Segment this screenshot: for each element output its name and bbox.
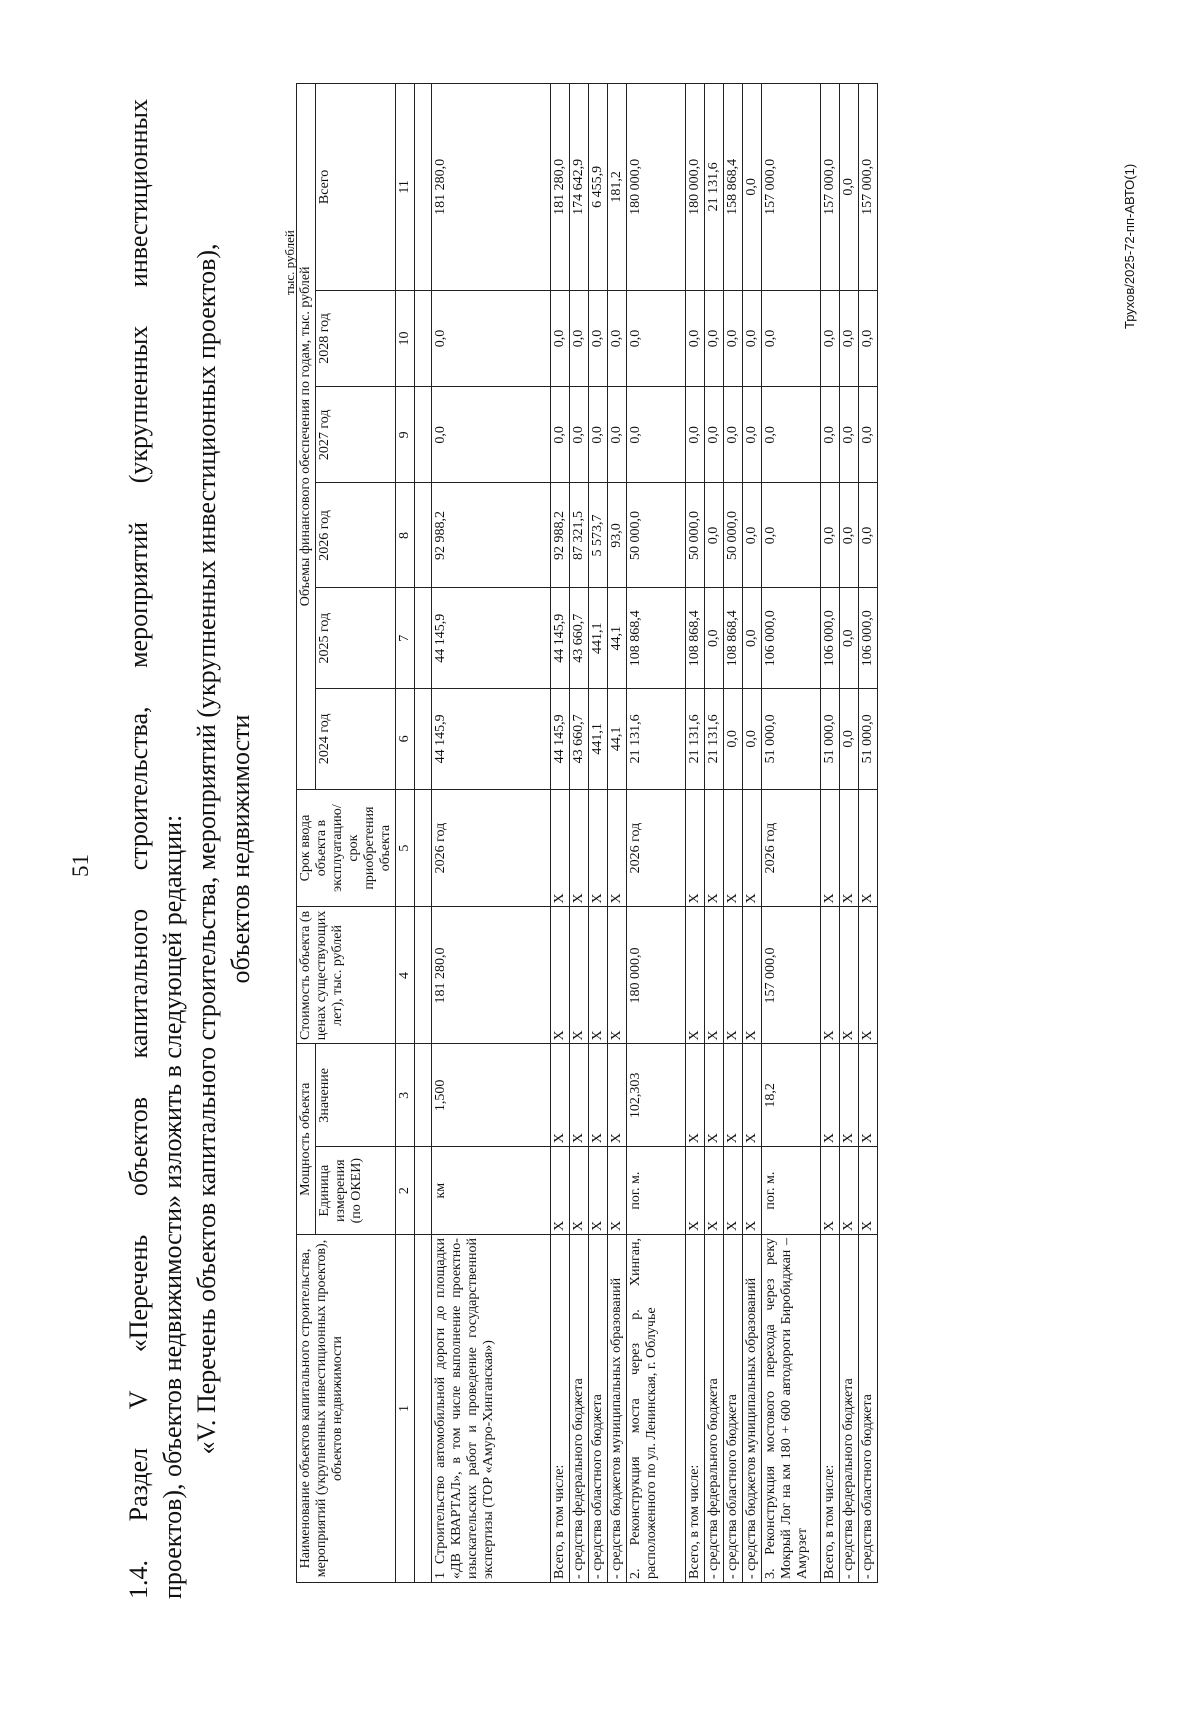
funding-source-cell: - средства федерального бюджета bbox=[705, 1235, 724, 1583]
document-code: Трухов/2025-72-пп-АВТО(1) bbox=[1122, 163, 1137, 329]
table-cell: 0,0 bbox=[705, 483, 724, 588]
table-cell: 0,0 bbox=[551, 290, 570, 386]
table-cell: X bbox=[589, 1044, 608, 1147]
table-cell: 44,1 bbox=[608, 588, 627, 689]
table-cell: X bbox=[821, 1147, 840, 1235]
table-cell: 0,0 bbox=[859, 483, 878, 588]
table-cell: 0,0 bbox=[762, 483, 821, 588]
table-cell: 0,0 bbox=[608, 387, 627, 483]
table-cell: X bbox=[743, 789, 762, 907]
table-cell: 0,0 bbox=[627, 290, 686, 386]
table-cell: 0,0 bbox=[705, 290, 724, 386]
heading-line-1: 1.4. Раздел V «Перечень объектов капитального строительства, мероприятий (укрупненных инвестиционных bbox=[124, 99, 153, 1599]
table-cell: 51 000,0 bbox=[821, 689, 840, 790]
table-cell: X bbox=[570, 1044, 589, 1147]
index-cell: 9 bbox=[396, 387, 415, 483]
table-cell: 108 868,4 bbox=[724, 588, 743, 689]
table-cell: 0,0 bbox=[821, 387, 840, 483]
table-cell: 50 000,0 bbox=[686, 483, 705, 588]
table-cell: X bbox=[821, 907, 840, 1044]
funding-row bbox=[821, 84, 840, 1583]
table-cell: 106 000,0 bbox=[821, 588, 840, 689]
table-cell: 158 868,4 bbox=[724, 84, 743, 291]
table-cell: 157 000,0 bbox=[762, 84, 821, 291]
index-cell: 3 bbox=[396, 1044, 415, 1147]
table-cell: 0,0 bbox=[627, 387, 686, 483]
table-cell: 2026 год bbox=[762, 789, 821, 907]
funding-row bbox=[705, 84, 724, 1583]
table-cell: 0,0 bbox=[743, 483, 762, 588]
table-cell: X bbox=[743, 907, 762, 1044]
funding-row bbox=[859, 84, 878, 1583]
object-name-cell: 2. Реконструкция моста через р. Хинган, расположенного по ул. Ленинская, г. Облучье bbox=[627, 1235, 686, 1583]
table-cell: X bbox=[570, 789, 589, 907]
table-cell: 44 145,9 bbox=[432, 588, 551, 689]
table-cell: X bbox=[840, 1147, 859, 1235]
table-cell: 0,0 bbox=[840, 387, 859, 483]
table-cell: 92 988,2 bbox=[551, 483, 570, 588]
table-cell: X bbox=[705, 1044, 724, 1147]
table-cell: X bbox=[743, 1147, 762, 1235]
table-cell: X bbox=[589, 907, 608, 1044]
table-cell: X bbox=[551, 1044, 570, 1147]
table-cell: 181 280,0 bbox=[432, 84, 551, 291]
header-2028: 2028 год bbox=[316, 290, 396, 386]
table-cell: X bbox=[551, 789, 570, 907]
table-cell: X bbox=[821, 789, 840, 907]
table-cell: X bbox=[608, 789, 627, 907]
section-heading bbox=[122, 99, 258, 1599]
table-cell: 0,0 bbox=[551, 387, 570, 483]
table-cell: 93,0 bbox=[608, 483, 627, 588]
table-cell: 0,0 bbox=[686, 387, 705, 483]
funding-row bbox=[724, 84, 743, 1583]
index-cell: 1 bbox=[396, 1235, 415, 1583]
index-cell: 6 bbox=[396, 689, 415, 790]
table-cell: 6 455,9 bbox=[589, 84, 608, 291]
page-number: 51 bbox=[68, 854, 93, 877]
table-cell: X bbox=[859, 1044, 878, 1147]
object-row bbox=[627, 84, 686, 1583]
funding-source-cell: Всего, в том числе: bbox=[686, 1235, 705, 1583]
table-cell: 87 321,5 bbox=[570, 483, 589, 588]
header-capacity: Мощность объекта bbox=[297, 1044, 316, 1235]
table-cell: X bbox=[686, 1044, 705, 1147]
table-cell: 2026 год bbox=[432, 789, 551, 907]
table-cell: 0,0 bbox=[724, 387, 743, 483]
object-name-cell: 1 Строительство автомобильной дороги до площадки «ДВ КВАРТАЛ», в том числе выполнение проектно-изыскательских работ и проведение государственной экспертизы (ТОР «Амуро-Хинганская») bbox=[432, 1235, 551, 1583]
funding-source-cell: - средства областного бюджета bbox=[724, 1235, 743, 1583]
table-cell: 441,1 bbox=[589, 689, 608, 790]
objects-table bbox=[296, 83, 878, 1583]
table-cell: 0,0 bbox=[840, 588, 859, 689]
blank-row bbox=[415, 84, 432, 1583]
table-cell: 51 000,0 bbox=[762, 689, 821, 790]
table-cell: 106 000,0 bbox=[859, 588, 878, 689]
table-cell: 44,1 bbox=[608, 689, 627, 790]
object-row bbox=[432, 84, 551, 1583]
table-cell: 0,0 bbox=[859, 387, 878, 483]
index-cell: 4 bbox=[396, 907, 415, 1044]
table-cell: X bbox=[551, 907, 570, 1044]
table-cell: 0,0 bbox=[762, 387, 821, 483]
header-funding: Объемы финансового обеспечения по годам, тыс. рублей bbox=[297, 84, 316, 790]
table-cell: 181 280,0 bbox=[432, 907, 551, 1044]
table-cell: 43 660,7 bbox=[570, 588, 589, 689]
header-total: Всего bbox=[316, 84, 396, 291]
table-cell: X bbox=[686, 1147, 705, 1235]
table-cell: X bbox=[705, 1147, 724, 1235]
table-cell: 0,0 bbox=[705, 387, 724, 483]
funding-row bbox=[686, 84, 705, 1583]
table-cell: X bbox=[743, 1044, 762, 1147]
table-cell: 0,0 bbox=[608, 290, 627, 386]
table-cell: 0,0 bbox=[432, 387, 551, 483]
table-cell: 0,0 bbox=[840, 290, 859, 386]
table-cell: 0,0 bbox=[589, 290, 608, 386]
table-cell: X bbox=[570, 1147, 589, 1235]
index-cell: 5 bbox=[396, 789, 415, 907]
table-cell: 180 000,0 bbox=[627, 84, 686, 291]
table-cell: X bbox=[705, 789, 724, 907]
header-unit: Единица измерения (по ОКЕИ) bbox=[316, 1147, 396, 1235]
table-cell: X bbox=[859, 1147, 878, 1235]
funding-source-cell: - средства областного бюджета bbox=[859, 1235, 878, 1583]
table-cell: 180 000,0 bbox=[627, 907, 686, 1044]
object-name-cell: 3. Реконструкция мостового перехода через реку Мокрый Лог на км 180 + 600 автодороги Биробиджан – Амурзет bbox=[762, 1235, 821, 1583]
table-cell: X bbox=[589, 789, 608, 907]
header-cost: Стоимость объекта (в ценах существующих лет), тыс. рублей bbox=[297, 907, 396, 1044]
table-cell: X bbox=[608, 907, 627, 1044]
funding-source-cell: Всего, в том числе: bbox=[551, 1235, 570, 1583]
table-cell: 21 131,6 bbox=[627, 689, 686, 790]
table-cell: X bbox=[724, 1044, 743, 1147]
table-cell: X bbox=[686, 789, 705, 907]
funding-row bbox=[743, 84, 762, 1583]
table-cell: 108 868,4 bbox=[627, 588, 686, 689]
table-cell: 43 660,7 bbox=[570, 689, 589, 790]
funding-source-cell: - средства бюджетов муниципальных образований bbox=[608, 1235, 627, 1583]
table-cell: 0,0 bbox=[589, 387, 608, 483]
funding-row bbox=[589, 84, 608, 1583]
object-row bbox=[762, 84, 821, 1583]
header-value: Значение bbox=[316, 1044, 396, 1147]
table-cell: 0,0 bbox=[821, 483, 840, 588]
table-cell: X bbox=[724, 789, 743, 907]
table-cell: 44 145,9 bbox=[432, 689, 551, 790]
table-cell: км bbox=[432, 1147, 551, 1235]
heading-line-2: проектов), объектов недвижимости» изложить в следующей редакции: bbox=[158, 814, 187, 1599]
table-cell: 44 145,9 bbox=[551, 588, 570, 689]
table-cell: 1,500 bbox=[432, 1044, 551, 1147]
table-cell: 180 000,0 bbox=[686, 84, 705, 291]
index-cell: 8 bbox=[396, 483, 415, 588]
table-cell: 0,0 bbox=[743, 588, 762, 689]
index-cell: 10 bbox=[396, 290, 415, 386]
table-cell: X bbox=[686, 907, 705, 1044]
table-cell: X bbox=[608, 1147, 627, 1235]
table-cell: 102,303 bbox=[627, 1044, 686, 1147]
table-cell: 108 868,4 bbox=[686, 588, 705, 689]
header-term: Срок ввода объекта в эксплуатацию/ срок приобретения объекта bbox=[297, 789, 396, 907]
table-cell: пог. м. bbox=[627, 1147, 686, 1235]
table-cell: X bbox=[859, 789, 878, 907]
funding-source-cell: - средства бюджетов муниципальных образований bbox=[743, 1235, 762, 1583]
table-cell: 0,0 bbox=[840, 689, 859, 790]
table-cell: 157 000,0 bbox=[859, 84, 878, 291]
funding-source-cell: Всего, в том числе: bbox=[821, 1235, 840, 1583]
heading-line-4: объектов недвижимости bbox=[226, 714, 255, 984]
table-cell: 44 145,9 bbox=[551, 689, 570, 790]
funding-source-cell: - средства областного бюджета bbox=[589, 1235, 608, 1583]
table-cell: 21 131,6 bbox=[705, 84, 724, 291]
unit-note: тыс. рублей bbox=[282, 230, 297, 295]
funding-row bbox=[551, 84, 570, 1583]
header-row-1 bbox=[297, 84, 316, 1583]
table-cell: 0,0 bbox=[743, 689, 762, 790]
table-cell: 18,2 bbox=[762, 1044, 821, 1147]
table-cell: X bbox=[724, 1147, 743, 1235]
table-cell: X bbox=[840, 907, 859, 1044]
header-name: Наименование объектов капитального строительства, мероприятий (укрупненных инвестиционных проектов), объектов недвижимости bbox=[297, 1235, 396, 1583]
table-cell: X bbox=[570, 907, 589, 1044]
table-cell: X bbox=[840, 1044, 859, 1147]
table-cell: 0,0 bbox=[686, 290, 705, 386]
table-cell: 50 000,0 bbox=[724, 483, 743, 588]
table-cell: 21 131,6 bbox=[686, 689, 705, 790]
table-cell: 0,0 bbox=[724, 290, 743, 386]
table-cell: пог. м. bbox=[762, 1147, 821, 1235]
heading-line-3: «V. Перечень объектов капитального строительства, мероприятий (укрупненных инвестиционных проектов), bbox=[192, 243, 221, 1455]
header-2026: 2026 год bbox=[316, 483, 396, 588]
index-cell: 11 bbox=[396, 84, 415, 291]
table-cell: X bbox=[724, 907, 743, 1044]
table-cell: 0,0 bbox=[724, 689, 743, 790]
table-cell: 51 000,0 bbox=[859, 689, 878, 790]
table-cell: 181,2 bbox=[608, 84, 627, 291]
table-cell: 0,0 bbox=[743, 387, 762, 483]
table-cell: 157 000,0 bbox=[762, 907, 821, 1044]
index-cell: 2 bbox=[396, 1147, 415, 1235]
table-cell: 106 000,0 bbox=[762, 588, 821, 689]
header-2027: 2027 год bbox=[316, 387, 396, 483]
table-cell: X bbox=[859, 907, 878, 1044]
table-cell: 0,0 bbox=[705, 588, 724, 689]
table-cell: X bbox=[589, 1147, 608, 1235]
funding-source-cell: - средства федерального бюджета bbox=[570, 1235, 589, 1583]
table-cell: 0,0 bbox=[743, 290, 762, 386]
table-cell: 21 131,6 bbox=[705, 689, 724, 790]
table-cell: X bbox=[705, 907, 724, 1044]
funding-source-cell: - средства федерального бюджета bbox=[840, 1235, 859, 1583]
index-row bbox=[396, 84, 415, 1583]
table-cell: X bbox=[840, 789, 859, 907]
funding-row bbox=[840, 84, 859, 1583]
table-cell: 0,0 bbox=[859, 290, 878, 386]
table-cell: 181 280,0 bbox=[551, 84, 570, 291]
table-cell: X bbox=[608, 1044, 627, 1147]
index-cell: 7 bbox=[396, 588, 415, 689]
table-cell: X bbox=[821, 1044, 840, 1147]
table-cell: X bbox=[551, 1147, 570, 1235]
table-cell: 174 642,9 bbox=[570, 84, 589, 291]
table-cell: 0,0 bbox=[762, 290, 821, 386]
header-2025: 2025 год bbox=[316, 588, 396, 689]
table-cell: 0,0 bbox=[743, 84, 762, 291]
table-cell: 0,0 bbox=[570, 387, 589, 483]
table-cell: 0,0 bbox=[821, 290, 840, 386]
table-cell: 0,0 bbox=[570, 290, 589, 386]
funding-row bbox=[608, 84, 627, 1583]
table-cell: 50 000,0 bbox=[627, 483, 686, 588]
table-cell: 0,0 bbox=[840, 483, 859, 588]
table-cell: 5 573,7 bbox=[589, 483, 608, 588]
table-cell: 0,0 bbox=[840, 84, 859, 291]
header-2024: 2024 год bbox=[316, 689, 396, 790]
table-cell: 0,0 bbox=[432, 290, 551, 386]
funding-row bbox=[570, 84, 589, 1583]
table-cell: 2026 год bbox=[627, 789, 686, 907]
table-cell: 441,1 bbox=[589, 588, 608, 689]
table-cell: 157 000,0 bbox=[821, 84, 840, 291]
table-cell: 92 988,2 bbox=[432, 483, 551, 588]
